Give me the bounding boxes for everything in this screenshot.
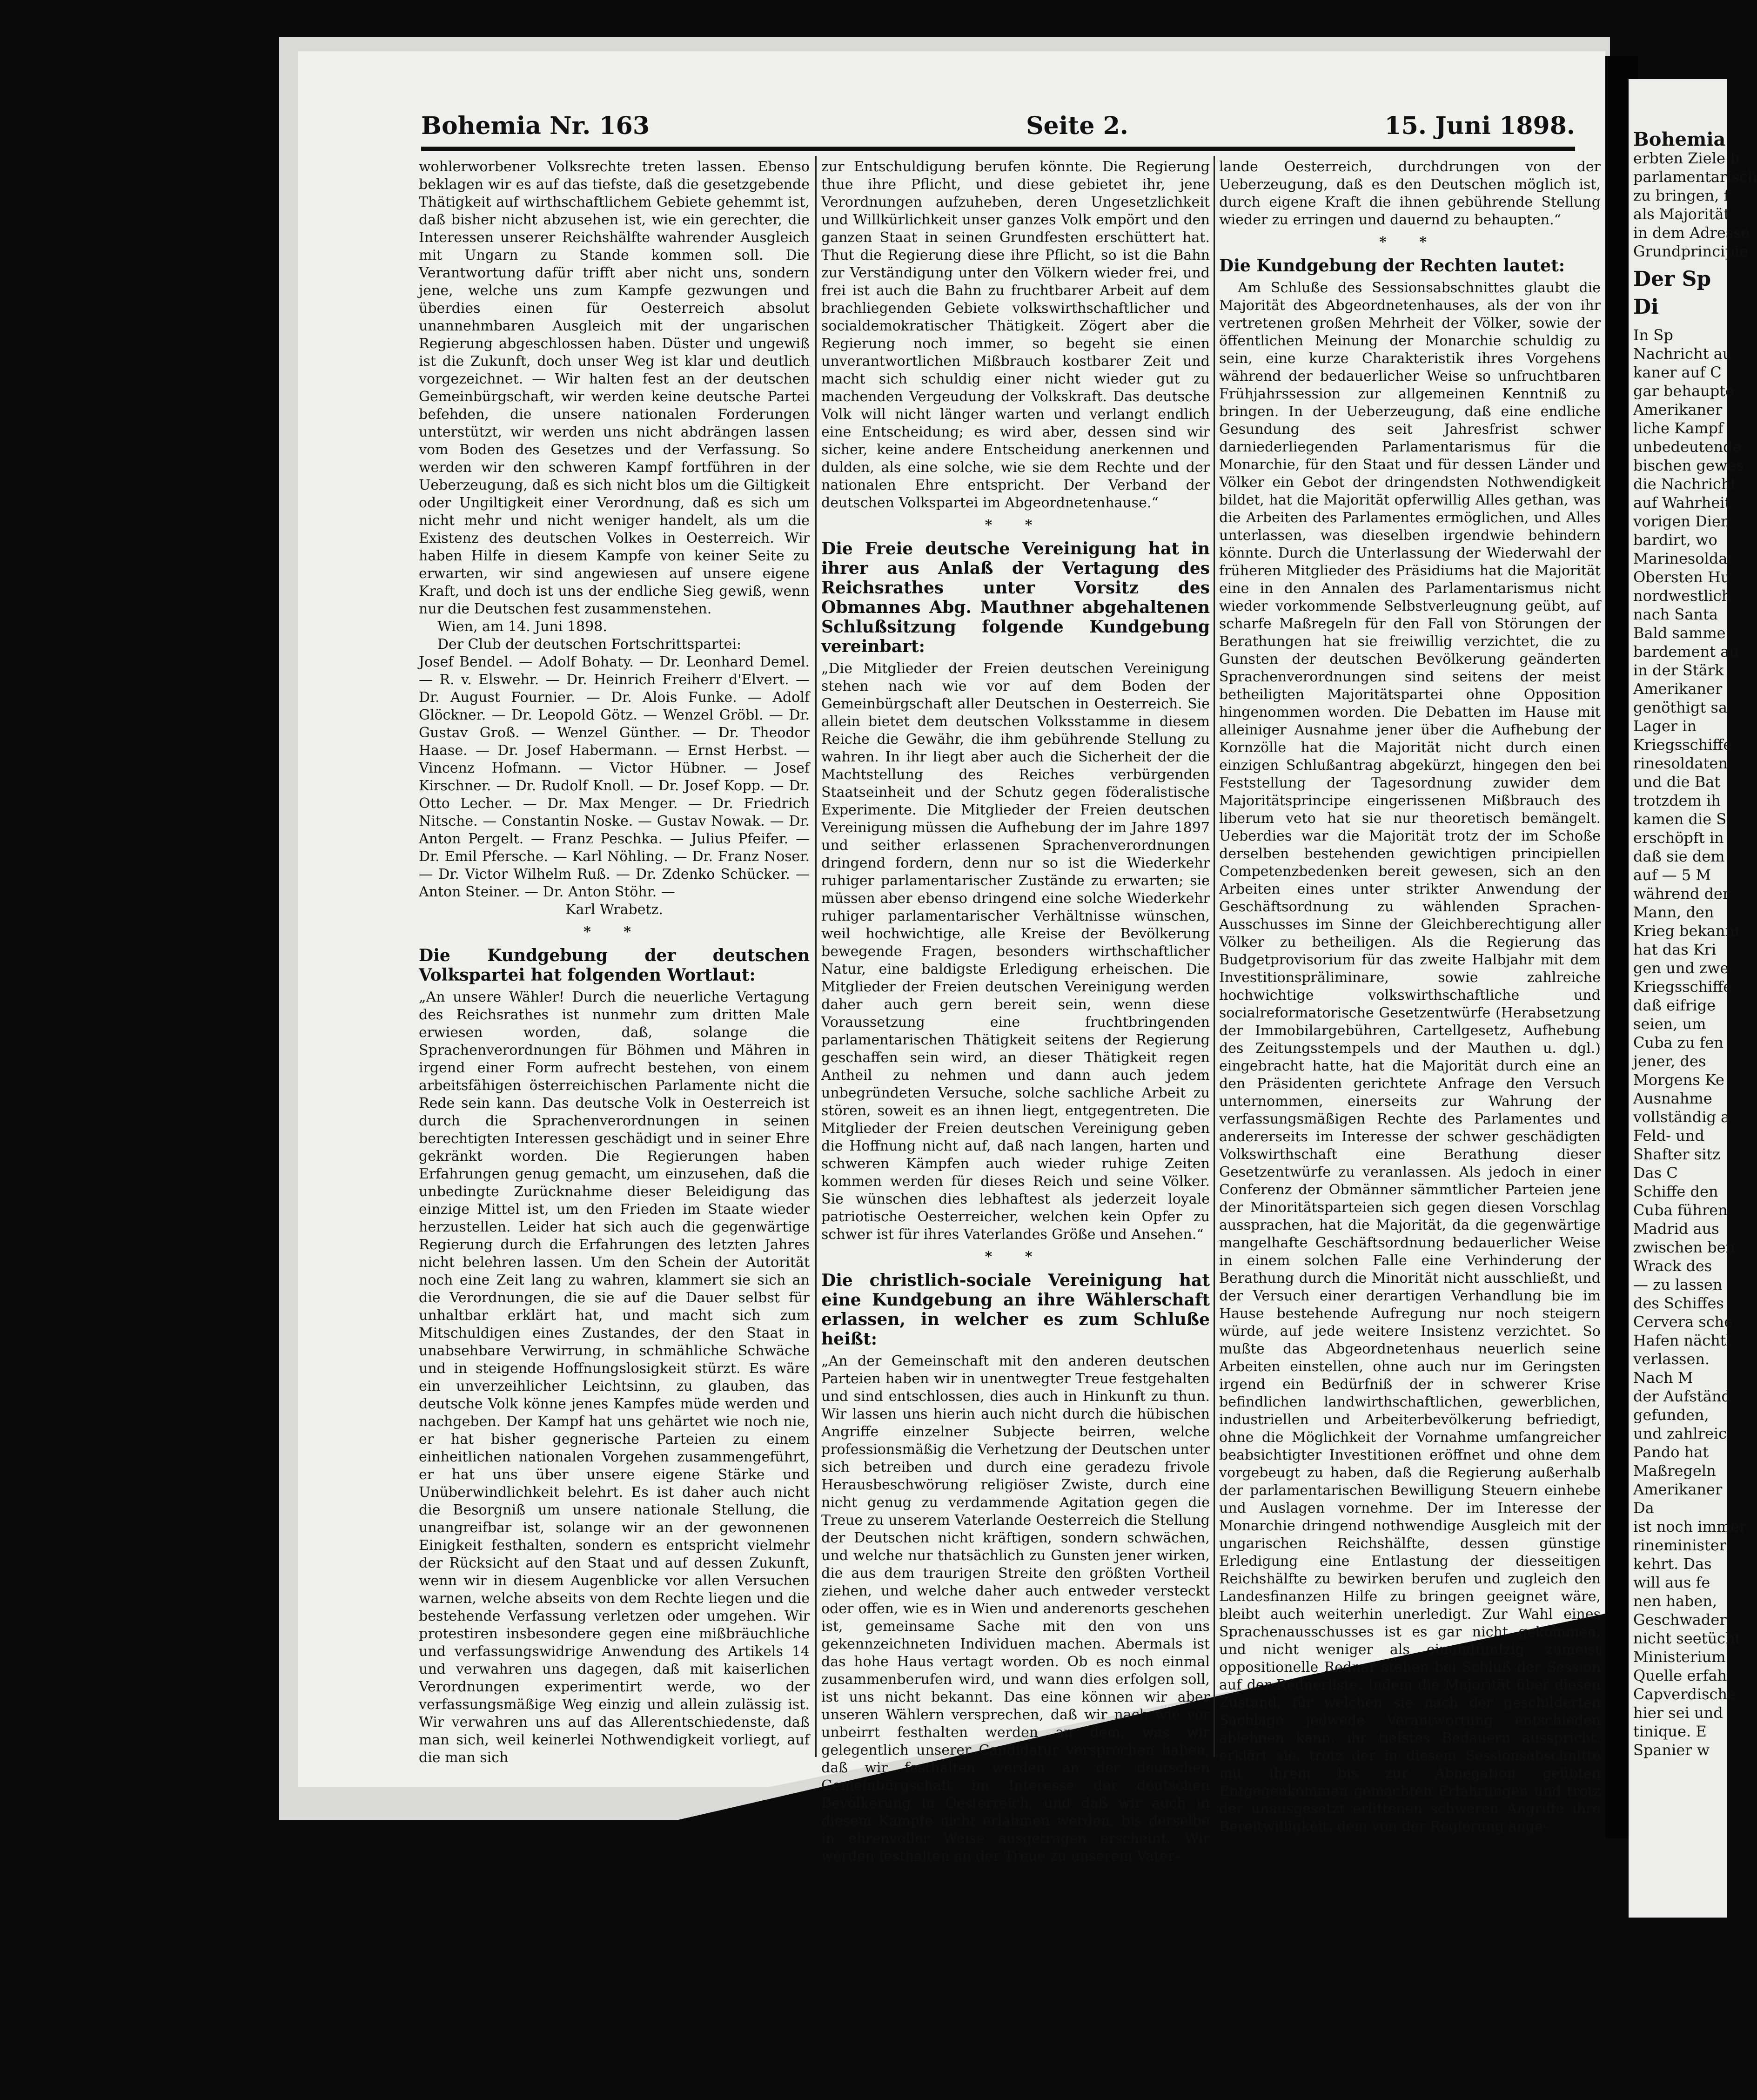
section-separator: * * <box>1379 234 1441 250</box>
adjacent-line: hier sei und <box>1633 1704 1723 1722</box>
adjacent-line: auf Wahrheit <box>1633 494 1731 512</box>
adjacent-masthead: Bohemia <box>1633 128 1726 150</box>
adjacent-line: bischen gewes <box>1633 457 1744 474</box>
adjacent-line: bardirt, wo <box>1633 531 1717 549</box>
adjacent-line: gar behaupte <box>1633 382 1735 400</box>
signatories-list: Josef Bendel. — Adolf Bohaty. — Dr. Leonhard Demel. — R. v. Elswehr. — Dr. Heinrich Freiherr d'Elvert. — Dr. August Fournier. — Dr. Alois Funke. — Adolf Glöckner. — Dr. Leopold Götz. — Wenzel Gröbl. — Dr. Gustav Groß. — Wenzel Günther. — Dr. Theodor Haase. — Dr. Josef Habermann. — Ernst Herbst. — Vincenz Hofmann. — Victor Hübner. — Josef Kirschner. — Dr. Rudolf Knoll. — Dr. Josef Kopp. — Dr. Otto Lecher. — Dr. Max Menger. — Dr. Friedrich Nitsche. — Constantin Noske. — Gustav Nowak. — Dr. Anton Pergelt. — Franz Peschka. — Julius Pfeifer. — Dr. Emil Pfersche. — Karl Nöhling. — Dr. Franz Noser. — Dr. Victor Wilhelm Ruß. — Dr. Zdenko Schücker. — Anton Steiner. — Dr. Anton Stöhr. — <box>419 654 810 900</box>
adjacent-page-strip <box>1629 79 1757 1918</box>
adjacent-line: daß eifrige <box>1633 996 1716 1014</box>
adjacent-line: Capverdische <box>1633 1685 1736 1703</box>
adjacent-line: Bald samme <box>1633 624 1726 642</box>
adjacent-line: unbedeutende <box>1633 438 1742 456</box>
adjacent-line: Mann, den <box>1633 903 1714 921</box>
article-paragraph: „An unsere Wähler! Durch die neuerliche Vertagung des Reichsrathes ist nunmehr zum dritten Male erwiesen worden, daß, solange die Sprachenverordnungen für Böhmen und Mähren in irgend einer Form aufrecht bestehen, von einem arbeitsfähigen österreichischen Parlamente nicht die Rede sein kann. Das deutsche Volk in Oesterreich ist durch die Sprachenverordnungen in seinen berechtigten Interessen geschädigt und in seiner Ehre gekränkt worden. Die Regierungen haben Erfahrungen genug gemacht, um einzusehen, daß die unbedingte Zurücknahme dieser Beleidigung das einzige Mittel ist, um den Frieden im Staate wieder herzustellen. Leider hat sich auch die gegenwärtige Regierung durch die Erfahrungen des letzten Jahres nicht belehren lassen. Um den Schein der Autorität noch eine Zeit lang zu wahren, klammert sie sich an die Verordnungen, die sie auf die Dauer selbst für unhaltbar erklärt hat, und macht sich zum Mitschuldigen eines Zustandes, der den Staat in unabsehbare Verwirrung, in schmähliche Schwäche und in steigende Hoffnungslosigkeit stürzt. Es wäre ein unverzeihlicher Leichtsinn, zu glauben, das deutsche Volk könne jenes Kampfes müde werden und nachgeben. Der Kampf hat uns gehärtet wie noch nie, er hat bisher gegnerische Parteien zu einem einheitlichen nationalen Vorgehen zusammengeführt, er hat uns über unsere eigene Stärke und Unüberwindlichkeit belehrt. Es ist daher auch nicht die Besorgniß um unsere nationale Stellung, die unangreifbar ist, solange wir an der gewonnenen Einigkeit festhalten, sondern es entspricht vielmehr der Rücksicht auf den Staat und auf dessen Zukunft, wenn wir in diesem Augenblicke vor allen Versuchen warnen, welche abseits von dem Rechte liegen und die bestehende Verfassung verletzen oder umgehen. Wir protestiren insbesondere gegen eine mißbräuchliche und verfassungswidrige Anwendung des Artikels 14 und verwahren uns dagegen, daß mit kaiserlichen Verordnungen experimentirt werde, wo der verfassungsmäßige Weg einzig und allein zulässig ist. Wir verwahren uns auf das Allerentschiedenste, daß man sich, weil keinerlei Nothwendigkeit vorliegt, auf die man sich <box>419 989 810 1766</box>
adjacent-line: und die Bat <box>1633 773 1721 791</box>
adjacent-line: Cuba zu fen <box>1633 1034 1723 1051</box>
adjacent-line: nordwestlich <box>1633 587 1731 605</box>
issue-date: 15. Juni 1898. <box>1384 112 1575 140</box>
adjacent-line: Schiffe den <box>1633 1183 1718 1200</box>
column-divider <box>815 156 817 1757</box>
section-heading: Die Kundgebung der Rechten lautet: <box>1219 256 1565 276</box>
adjacent-line: hat das Kri <box>1633 941 1717 958</box>
dateline: Wien, am 14. Juni 1898. <box>437 619 607 635</box>
section-separator: * * <box>583 924 645 940</box>
adjacent-line: zu bringen, f <box>1633 187 1730 204</box>
adjacent-subheading: Di <box>1633 295 1659 319</box>
adjacent-line: Shafter sitz <box>1633 1145 1721 1163</box>
page-header <box>421 112 1575 149</box>
adjacent-line: des Schiffes <box>1633 1294 1724 1312</box>
header-rule <box>421 147 1575 151</box>
adjacent-line: kamen die S <box>1633 810 1727 828</box>
adjacent-line: daß sie dem <box>1633 848 1725 865</box>
masthead: Bohemia Nr. 163 <box>421 112 650 140</box>
section-heading: Die Freie deutsche Vereinigung hat in ihrer aus Anlaß der Vertagung des Reichsrathes unter Vorsitz des Obmannes Abg. Mauthner abgehaltenen Schlußsitzung folgende Kundgebung vereinbart: <box>821 539 1210 656</box>
adjacent-line: liche Kampf <box>1633 419 1723 437</box>
adjacent-line: Kriegsschiffe <box>1633 978 1732 996</box>
adjacent-line: Geschwader <box>1633 1611 1727 1629</box>
article-paragraph: lande Oesterreich, durchdrungen von der Ueberzeugung, daß es den Deutschen möglich ist, durch eigene Kraft die ihnen gebührende Stellung wieder zu erringen und dauernd zu behaupten.“ <box>1219 159 1601 228</box>
adjacent-line: Wrack des <box>1633 1257 1712 1275</box>
adjacent-line: Ausnahme <box>1633 1090 1712 1107</box>
adjacent-line: vollständig a <box>1633 1108 1730 1126</box>
adjacent-line: seien, um <box>1633 1015 1706 1033</box>
adjacent-line: auf — 5 M <box>1633 866 1711 884</box>
adjacent-line: Nachricht au <box>1633 345 1732 363</box>
adjacent-line: Nach M <box>1633 1369 1693 1387</box>
club-name: Der Club der deutschen Fortschrittspartei: <box>437 636 742 653</box>
adjacent-line: Spanier w <box>1633 1741 1710 1759</box>
article-paragraph: zur Entschuldigung berufen könnte. Die Regierung thue ihre Pflicht, und diese gebietet ihr, jene Verordnungen aufzuheben, deren Ungesetzlichkeit und Willkürlichkeit unser ganzes Volk empört und den ganzen Staat in seinen Grundfesten erschüttert hat. Thut die Regierung diese ihre Pflicht, so ist die Bahn zur Verständigung unter den Völkern wieder frei, und frei ist auch die Bahn zu fruchtbarer Arbeit auf dem brachliegenden Gebiete volkswirthschaftlicher und socialdemokratischer Thätigkeit. Zögert aber die Regierung noch immer, so begeht sie einen unverantwortlichen Mißbrauch kostbarer Zeit und macht sich schuldig einer nicht wieder gut zu machenden Vergeudung der Volkskraft. Das deutsche Volk will nicht länger warten und verlangt endlich eine Entscheidung; es wird aber, dessen sind wir sicher, keine andere Entscheidung anerkennen und dulden, als eine solche, wie sie dem Rechte und der nationalen Ehre entspricht. Der Verband der deutschen Volkspartei im Abgeordnetenhause.“ <box>821 159 1210 511</box>
adjacent-line: Ministerium <box>1633 1648 1726 1666</box>
adjacent-line: Grundprincipie <box>1633 242 1748 260</box>
adjacent-line: tinique. E <box>1633 1723 1707 1740</box>
adjacent-line: Das C <box>1633 1164 1678 1182</box>
section-separator: * * <box>985 517 1046 533</box>
adjacent-line: Obersten Hu <box>1633 568 1730 586</box>
adjacent-line: Amerikaner <box>1633 1481 1723 1498</box>
adjacent-line: erschöpft in <box>1633 829 1724 847</box>
adjacent-line: gen und zwe <box>1633 959 1729 977</box>
article-paragraph: „Die Mitglieder der Freien deutschen Vereinigung stehen nach wie vor auf dem Boden der Gemeinbürgschaft aller Deutschen in Oesterreich. Sie allein bietet dem deutschen Volksstamme in diesem Reiche die Gewähr, die ihm gebührende Stellung zu wahren. In ihr liegt aber auch die Sicherheit der die Machtstellung des Reiches verbürgenden Staatseinheit und der Schutz gegen föderalistische Experimente. Die Mitglieder der Freien deutschen Vereinigung müssen die Aufhebung der im Jahre 1897 und seither erlassenen Sprachenverordnungen dringend fordern, denn nur so ist die Wiederkehr ruhiger parlamentarischer Zustände zu erwarten; sie müssen aber ebenso dringend eine solche Wiederkehr ruhiger parlamentarischer Verhältnisse wünschen, weil hochwichtige, alle Kreise der Bevölkerung bewegende Fragen, besonders wirthschaftlicher Natur, eine baldigste Erledigung erheischen. Die Mitglieder der Freien deutschen Vereinigung werden daher auch gern bereit sein, wenn diese Voraussetzung eine fruchtbringenden parlamentarischen Thätigkeit seitens der Regierung geschaffen sein wird, an dieser Thätigkeit regen Antheil zu nehmen und dann auch jedem unbegründeten Versuche, solche sachliche Arbeit zu stören, soweit es an ihnen liegt, entgegentreten. Die Mitglieder der Freien deutschen Vereinigung geben die Hoffnung nicht auf, daß nach langen, harten und schweren Kämpfen auch wieder ruhige Zeiten kommen werden für dieses Reich und seine Völker. Sie wünschen dies lebhaftest als jederzeit loyale patriotische Oesterreicher, welchen kein Opfer zu schwer ist für ihres Vaterlandes Größe und Ansehen.“ <box>821 660 1210 1243</box>
section-heading: Die christlich-sociale Vereinigung hat eine Kundgebung an ihre Wählerschaft erlassen, in welcher es zum Schluße heißt: <box>821 1271 1210 1349</box>
adjacent-line: in der Stärk <box>1633 661 1724 679</box>
adjacent-line: Amerikaner <box>1633 401 1723 418</box>
adjacent-line: parlamentarisch <box>1633 168 1757 186</box>
adjacent-line: erbten Ziele b <box>1633 149 1740 167</box>
adjacent-line: Lager in <box>1633 717 1697 735</box>
adjacent-line: Krieg bekannt <box>1633 922 1741 940</box>
adjacent-line: gefunden, <box>1633 1406 1709 1424</box>
adjacent-line: und zahlreic <box>1633 1425 1727 1442</box>
article-paragraph: Am Schluße des Sessionsabschnittes glaubt die Majorität des Abgeordnetenhauses, als der von ihr vertretenen großen Mehrheit der Völker, sowie der öffentlichen Meinung der Monarchie schuldig zu sein, eine kurze Charakteristik ihres Vorgehens während der bedauerlicher Weise so unfruchtbaren Frühjahrssession zur allgemeinen Kenntniß zu bringen. In der Ueberzeugung, daß eine endliche Gesundung des seit Jahresfrist schwer darniederliegenden Parlamentarismus für die Monarchie, für den Staat und für dessen Länder und Völker ein Gebot der dringendsten Nothwendigkeit bildet, hat die Majorität opferwillig Alles gethan, was die Arbeiten des Parlamentes ermöglichen, und Alles unterlassen, was dieselben irgendwie behindern könnte. Durch die Unterlassung der Wiederwahl der früheren Mitglieder des Präsidiums hat die Majorität eine in den Annalen des Parlamentarismus nicht wieder vorkommende Selbstverleugnung geübt, auf scharfe Maßregeln für den Fall von Störungen der Berathungen hat sie freiwillig verzichtet, die zu Gunsten der deutschen Bevölkerung geänderten Sprachenverordnungen sind seitens der meist betheiligten Majoritätspartei ohne Opposition hingenommen worden. Die Debatten im Hause mit alleiniger Ausnahme jener über die Aufhebung der Kornzölle hat die Majorität nicht durch einen einzigen Schlußantrag abgekürzt, hingegen den bei Feststellung der Tagesordnung zuwider dem Majoritätsprincipe eingerissenen Mißbrauch des liberum veto hat sie nur theoretisch bemängelt. Ueberdies war die Majorität trotz der im Schoße derselben bestehenden gewichtigen principiellen Competenzbedenken bereit gewesen, sich an den Arbeiten eines unter strikter Anwendung der Geschäftsordnung zu wählenden Sprachen-Ausschusses im Sinne der Gleichberechtigung aller Völker zu betheiligen. Als die Regierung das Budgetprovisorium für das zweite Halbjahr mit dem Investitionspräliminare, sowie zahlreiche hochwichtige volkswirthschaftliche und socialreformatorische Gesetzentwürfe (Herabsetzung der Immobilargebühren, Cartellgesetz, Aufhebung des Zeitungsstempels und der Mauthen u. dgl.) eingebracht hatte, hat die Majorität durch eine an den Präsidenten gerichtete Anfrage den Versuch unternommen, einerseits zur Wahrung der verfassungsmäßigen Rechte des Parlamentes und andererseits im Interesse der schwer geschädigten Volkswirthschaft eine Berathung dieser Gesetzentwürfe zu veranlassen. Als jedoch in einer Conferenz der Obmänner sämmtlicher Parteien jene der Minoritätsparteien sich gegen diesen Vorschlag aussprachen, hat die Majorität, da die gegenwärtige mangelhafte Geschäftsordnung bedauerlicher Weise in einem solchen Falle eine Verhinderung der Berathung durch die Minorität nicht ausschließt, und der Versuch einer derartigen Verhandlung bie im Hause bestehende Aufregung nur noch steigern würde, auf jede weitere Insistenz verzichtet. So mußte das Abgeordnetenhaus neuerlich seine Arbeiten einstellen, ohne auch nur im Geringsten irgend ein Bedürfniß der in schwerer Krise befindlichen landwirthschaftlichen, gewerblichen, industriellen und Arbeiterbevölkerung befriedigt, ohne die Möglichkeit der Vornahme umfangreicher beabsichtigter Investitionen eröffnet und ohne dem vorgebeugt zu haben, daß die Regierung außerhalb der parlamentarischen Bewilligung Steuern einhebe und Auslagen vornehme. Der im Interesse der Monarchie dringend nothwendige Ausgleich mit der ungarischen Reichshälfte, dessen günstige Erledigung eine Entlastung der diesseitigen Reichshälfte zu bewirken berufen und zugleich den Landesfinanzen Hilfe zu bringen geeignet wäre, bleibt auch weiterhin unerledigt. Zur Wahl eines Sprachenausschusses ist es gar nicht gekommen, und nicht weniger als einundfünfzig, zumeist oppositionelle Redner stehen bei Schluß der Session auf der Rednerliste. Indem die Majorität über diesen Zustand, für welchen sie nach der geschilderten Sachlage jedwede Verantwortung entschieden ablehnen kann, ihr tiefstes Bedauern ausspricht, erklärt sie, trotz der in diesem Sessionsabschnitte mit ihrem bis zur Abnegation geübten Entgegenkommen gemachten Erfahrungen und trotz der unausgesetzt erlittenen schweren Angriffe ihre Bereitwilligkeit, dem von der Regierung ange- <box>1219 280 1601 1835</box>
adjacent-line: jener, des <box>1633 1052 1706 1070</box>
column-3 <box>1219 158 1601 1835</box>
adjacent-line: in dem Adresse <box>1633 224 1750 242</box>
adjacent-line: Maßregeln <box>1633 1462 1716 1480</box>
adjacent-line: rineminister <box>1633 1536 1727 1554</box>
section-heading: Die Kundgebung der deutschen Volkspartei hat folgenden Wortlaut: <box>419 946 810 985</box>
article-paragraph: wohlerworbener Volksrechte treten lassen. Ebenso beklagen wir es auf das tiefste, daß die gesetzgebende Thätigkeit auf wirthschaftlichem Gebiete gehemmt ist, daß bisher nicht abzusehen ist, wie ein gerechter, die Interessen unserer Reichshälfte wahrender Ausgleich mit Ungarn zu Stande kommen soll. Die Verantwortung dafür trifft aber nicht uns, sondern jene, welche uns zum Kampfe gezwungen und überdies einen für Oesterreich absolut unannehmbaren Ausgleich mit der ungarischen Regierung abgeschlossen haben. Düster und ungewiß ist die Zukunft, doch unser Weg ist klar und deutlich vorgezeichnet. — Wir halten fest an der deutschen Gemeinbürgschaft, wir werden keine deutsche Partei befehden, die unsere nationalen Forderungen unterstützt, wir werden uns nicht abdrängen lassen vom Boden des Gesetzes und der Verfassung. So werden wir den schweren Kampf fortführen in der Ueberzeugung, daß es sich nicht blos um die Giltigkeit oder Ungiltigkeit einer Verordnung, daß es sich um nicht mehr und nicht weniger handelt, als um die Existenz des deutschen Volkes in Oesterreich. Wir haben Hilfe in diesem Kampfe von keiner Seite zu erwarten, wir sind angewiesen auf unsere eigene Kraft, und doch ist uns der endliche Sieg gewiß, wenn nur die Deutschen fest zusammenstehen. <box>419 159 810 617</box>
adjacent-line: ist noch immer <box>1633 1518 1747 1535</box>
article-paragraph: „An der Gemeinschaft mit den anderen deutschen Parteien haben wir in unentwegter Treue festgehalten und sind entschlossen, dies auch in Hinkunft zu thun. Wir lassen uns hierin auch nicht durch die hübischen Angriffe einzelner Subjecte beirren, welche professionsmäßig die Verhetzung der Deutschen unter sich betreiben und durch eine geradezu frivole Herausbeschwörung religiöser Zwiste, durch eine nicht genug zu verdammende Agitation gegen die Treue zu unserem Vaterlande Oesterreich die Stellung der Deutschen nicht kräftigen, sondern schwächen, und welche nur thatsächlich zu Gunsten jener wirken, die aus dem traurigen Streite den größten Vortheil ziehen, und welche daher auch entweder versteckt oder offen, wie es in Wien und anderenorts geschehen ist, gemeinsame Sache mit den von uns gekennzeichneten Individuen machen. Abermals ist das hohe Haus vertagt worden. Ob es noch einmal zusammenberufen wird, und wann dies erfolgen soll, ist uns nicht bekannt. Das eine können wir aber unseren Wählern versprechen, daß wir nach wie vor unbeirrt festhalten werden an dem, was wir gelegentlich unserer Candidatur versprochen haben, daß wir festhalten werden an der deutschen Gemeinbürgschaft im Interesse der deutschen Bevölkerung in Oesterreich, und daß wir auch in diesem Kampfe nicht erlahmen werden, bis derselbe in ehrenvoller Weise ausgetragen erscheint. Wir werden festhalten an der Treue zu unserem Vater- <box>821 1353 1210 1864</box>
adjacent-line: Feld- und <box>1633 1127 1704 1144</box>
adjacent-line: Hafen nächtl <box>1633 1332 1731 1349</box>
adjacent-line: — zu lassen <box>1633 1276 1723 1293</box>
adjacent-line: rinesoldaten <box>1633 754 1728 772</box>
adjacent-line: Cervera sche <box>1633 1313 1733 1331</box>
adjacent-line: Pando hat <box>1633 1443 1709 1461</box>
adjacent-line: vorigen Dien <box>1633 512 1730 530</box>
adjacent-line: kehrt. Das <box>1633 1555 1712 1573</box>
adjacent-line: Marinesoldat <box>1633 550 1734 567</box>
column-1 <box>419 158 810 1766</box>
adjacent-heading: Der Sp <box>1633 267 1711 291</box>
adjacent-line: Amerikaner <box>1633 680 1723 698</box>
adjacent-line: kaner auf C <box>1633 363 1722 381</box>
adjacent-line: nach Santa <box>1633 606 1718 623</box>
adjacent-line: Da <box>1633 1499 1654 1517</box>
adjacent-line: während der <box>1633 885 1730 902</box>
adjacent-line: nen haben, <box>1633 1592 1717 1610</box>
adjacent-line: als Majorität <box>1633 205 1730 223</box>
adjacent-line: genöthigt sa <box>1633 699 1728 716</box>
page-number: Seite 2. <box>1026 112 1128 140</box>
adjacent-line: zwischen ben <box>1633 1238 1736 1256</box>
adjacent-line: Morgens Ke <box>1633 1071 1724 1089</box>
adjacent-line: bardement au <box>1633 643 1739 660</box>
adjacent-line: der Aufständ <box>1633 1387 1731 1405</box>
adjacent-line: will aus fe <box>1633 1574 1710 1591</box>
adjacent-body <box>1633 326 1747 1759</box>
adjacent-line: Kriegsschiffe <box>1633 736 1732 754</box>
adjacent-line: Madrid aus <box>1633 1220 1719 1238</box>
last-signatory: Karl Wrabetz. <box>565 902 663 918</box>
adjacent-line: nicht seetücht <box>1633 1629 1741 1647</box>
adjacent-line: trotzdem ih <box>1633 792 1721 809</box>
column-2 <box>821 158 1210 1864</box>
adjacent-line: Cuba führen <box>1633 1201 1728 1219</box>
adjacent-page-text <box>1633 128 1757 1759</box>
adjacent-line: Quelle erfah <box>1633 1667 1727 1684</box>
column-divider <box>1214 156 1215 1757</box>
adjacent-line: In Sp <box>1633 326 1673 344</box>
section-separator: * * <box>985 1249 1046 1265</box>
adjacent-line: verlassen. <box>1633 1350 1710 1368</box>
adjacent-line: die Nachricht <box>1633 475 1737 493</box>
adjacent-lines <box>1633 149 1757 261</box>
